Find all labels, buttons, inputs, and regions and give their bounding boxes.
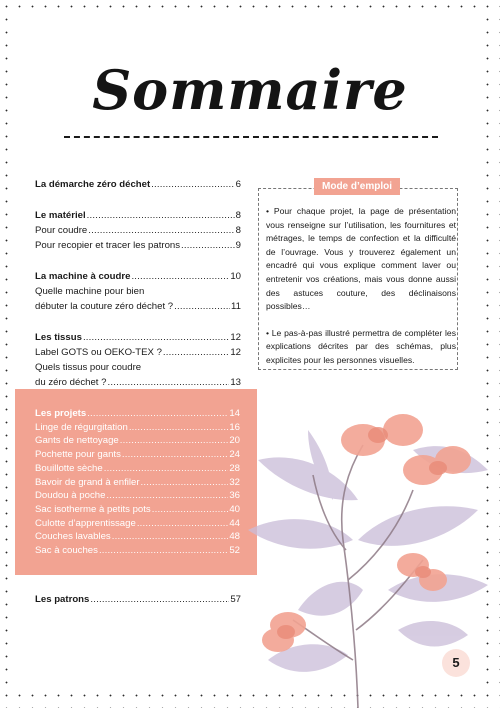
page-title: Sommaire — [92, 58, 408, 122]
project-entry[interactable]: Sac isotherme à petits pots ..... 40 — [35, 503, 240, 517]
project-entry[interactable]: Bavoir de grand à enfiler ..... 32 — [35, 476, 240, 490]
toc-entry[interactable]: Le matériel ..... 8 — [35, 208, 241, 223]
toc-section-machine — [35, 269, 241, 314]
project-entry[interactable]: Couches lavables ..... 48 — [35, 530, 240, 544]
toc-section-tissus — [35, 330, 241, 390]
projects-list — [35, 407, 240, 558]
projects-heading[interactable]: Les projets ..... 14 — [35, 407, 240, 421]
project-entry[interactable]: Gants de nettoyage ..... 20 — [35, 434, 240, 448]
mode-emploi-paragraph: • Le pas-à-pas illustré permettra de compléter les explications décrites par des schémas, plus explicites pour les personnes visuelles. — [266, 327, 456, 365]
toc-entry[interactable]: Les patrons ..... 57 — [35, 592, 241, 607]
toc-section-demarche — [35, 177, 241, 192]
toc-entry[interactable]: du zéro déchet ? ..... 13 — [35, 375, 241, 390]
toc-entry[interactable]: La démarche zéro déchet ..... 6 — [35, 177, 241, 192]
mode-emploi-label: Mode d’emploi — [314, 178, 400, 195]
title-divider — [64, 136, 438, 138]
mode-emploi-paragraph: • Pour chaque projet, la page de présentation vous renseigne sur l’utilisation, les fournitures et métrages, le temps de confection et la difficulté de l’ouvrage. Vous y trouverez également un encadré qui vous explique comment laver ou entretenir vos créations, mais vous donne aussi des astuces couture, des déclinaisons possibles… — [266, 206, 456, 312]
toc-entry-line: Quelle machine pour bien — [35, 286, 145, 297]
toc-entry[interactable]: Les tissus ..... 12 — [35, 330, 241, 345]
toc-entry-line: Quels tissus pour coudre — [35, 362, 142, 373]
project-entry[interactable]: Linge de régurgitation ..... 16 — [35, 421, 240, 435]
toc-entry[interactable]: Label GOTS ou OEKO-TEX ? ..... 12 — [35, 345, 241, 360]
toc-entry[interactable]: La machine à coudre ..... 10 — [35, 269, 241, 284]
toc-section-patrons — [35, 592, 241, 607]
project-entry[interactable]: Pochette pour gants ..... 24 — [35, 448, 240, 462]
toc-entry[interactable]: Pour recopier et tracer les patrons ..... 9 — [35, 238, 241, 253]
project-entry[interactable]: Doudou à poche ..... 36 — [35, 489, 240, 503]
mode-emploi-text — [266, 205, 456, 381]
toc-section-materiel — [35, 208, 241, 253]
toc-entry[interactable]: Pour coudre ..... 8 — [35, 223, 241, 238]
projects-panel — [15, 389, 257, 575]
table-of-contents — [35, 177, 241, 406]
project-entry[interactable]: Culotte d’apprentissage ..... 44 — [35, 517, 240, 531]
toc-entry[interactable]: débuter la couture zéro déchet ? ..... 11 — [35, 299, 241, 314]
page-number-badge: 5 — [442, 649, 470, 677]
project-entry[interactable]: Bouillotte sèche ..... 28 — [35, 462, 240, 476]
project-entry[interactable]: Sac à couches ..... 52 — [35, 544, 240, 558]
